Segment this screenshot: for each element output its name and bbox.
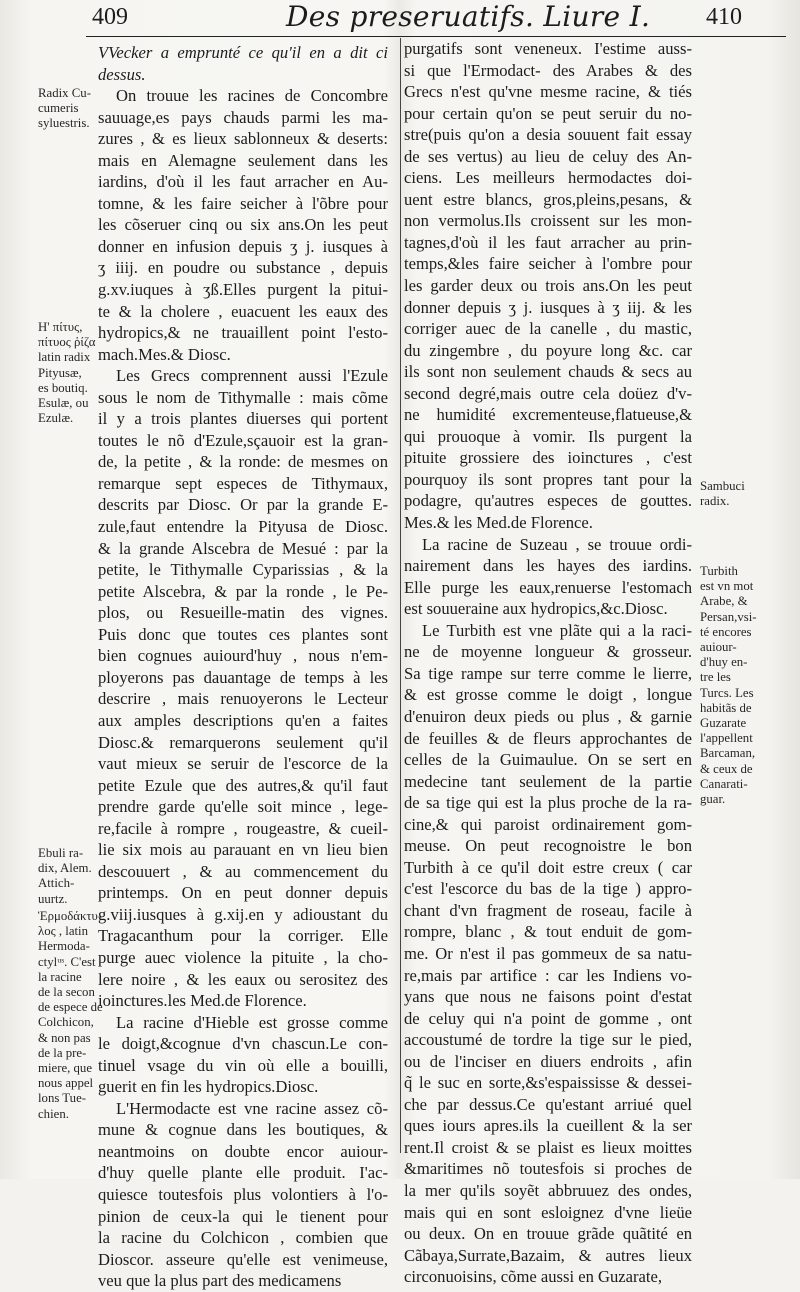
text-line: Dioscor. asseure qu'elle est venimeuse,: [98, 1249, 388, 1269]
paragraph: [404, 38, 692, 534]
text-line: tagnes,d'où il les faut arracher au prin-: [404, 232, 692, 252]
margin-note-line: té encores: [700, 624, 752, 639]
text-line: si que l'Ermodact- des Arabes & des: [404, 60, 692, 80]
text-line: de sa tige qui est la plus proche de la ra-: [404, 793, 692, 813]
text-line: che par dessus.Ce qu'estant arriué quel: [404, 1094, 692, 1114]
margin-note-line: uurtz.: [38, 891, 68, 906]
margin-note-ebuli: [38, 846, 98, 907]
paragraph: [404, 620, 692, 1288]
left-column: [98, 42, 388, 1292]
margin-note-line: Ebuli ra-: [38, 846, 84, 860]
text-line: temps,&les faire seicher à l'ombre pour: [404, 254, 692, 274]
margin-note-line: πίτυος ῥίζα: [38, 335, 96, 350]
text-line: lie six mois au parauant en vn lieu bien: [98, 840, 388, 860]
paragraph: [98, 85, 388, 365]
text-line: purgatifs sont veneneux. I'estime auss-: [404, 39, 692, 58]
margin-note-line: de la pre-: [38, 1045, 87, 1060]
text-line: uent estre blancs, gros,pleins,pesans, &: [404, 189, 692, 209]
text-line: La racine de Suzeau , se trouue ordi-: [422, 534, 692, 554]
text-line: Puis donc que toutes ces plantes sont: [98, 624, 388, 644]
paragraph: [98, 1098, 388, 1292]
text-line: ne de moyenne longueur & grosseur.: [404, 642, 692, 662]
margin-note-line: es boutiq.: [38, 380, 88, 395]
text-line: Diosc.& remarquerons seulement qu'il: [98, 732, 388, 752]
margin-note-line: λος , latin: [38, 924, 89, 939]
margin-note-line: tre les: [700, 670, 731, 685]
text-line: chant d'vn fragment de roseau, facile à: [404, 900, 692, 920]
margin-note-line: syluestris.: [38, 116, 90, 131]
text-line: zures , & es lieux sablonneux & deserts:: [98, 129, 388, 149]
text-line: lere noire , & les eaux ou serositez des: [98, 969, 388, 989]
text-line: te & la cholere , euacuent les eaux des: [98, 301, 388, 321]
paragraph: [98, 365, 388, 1011]
text-line: second degré,mais outre cela doüez d'v-: [404, 383, 692, 403]
text-line: les garder deux ou trois ans.On les peut: [404, 276, 692, 296]
text-line: il y a trois plantes diuerses qui portent: [98, 409, 388, 429]
text-line: re,facile à rompre , rougeastre, & cueil-: [98, 818, 388, 838]
text-line: ou deux. On en trouue grãde quãtité en: [404, 1224, 692, 1244]
text-line: rent.Il croist & se plaist es lieux moittes: [404, 1137, 692, 1157]
text-line: vaut mieux se seruir de l'escorce de la: [98, 754, 388, 774]
text-line: d'huy quelle plante elle produit. I'ac-: [98, 1163, 388, 1183]
text-line: podagre, qu'autres especes de gouttes.: [404, 491, 692, 511]
text-line: petite, le Tithymalle Cyparissias , & la: [98, 560, 388, 580]
margin-note-line: Esulæ, ou: [38, 396, 89, 411]
margin-note-line: Arabe, &: [700, 594, 748, 609]
text-line: petite Alscebra, & par la ronde , le Pe-: [98, 581, 388, 601]
margin-note-line: Barcaman,: [700, 746, 756, 761]
text-line: Sa tige rampe sur terre comme le lierre,: [404, 663, 692, 683]
text-line: de, la petite , & la ronde: de mesmes on: [98, 452, 388, 472]
text-line: mach.Mes.& Diosc.: [98, 344, 231, 364]
margin-note-line: Guzarate: [700, 716, 747, 731]
text-line: mais qui en sont esloignez d'vne lieüe: [404, 1202, 692, 1222]
text-line: prendre garde qu'elle soit mince , lege-: [98, 797, 388, 817]
text-line: descrits par Diosc. Or par la grande E-: [98, 495, 388, 515]
text-line: Cãbaya,Surrate,Bazaim, & autres lieux: [404, 1245, 692, 1265]
text-line: la mer qu'ils soyẽt abbruuez des ondes,: [404, 1180, 692, 1200]
text-line: toutes le nõ d'Ezule,sçauoir est la gran-: [98, 430, 388, 450]
text-line: g.xv.iuques à ʒß.Elles purgent la pitui-: [98, 280, 388, 300]
text-line: plos, ou Resueille-matin des vignes.: [98, 603, 388, 623]
margin-note-line: lons Tue-: [38, 1091, 87, 1106]
margin-note-line: auiour-: [700, 640, 737, 655]
text-line: tomne, & les faire seicher à l'õbre pour: [98, 193, 388, 213]
text-line: pituite grossiere des ioinctures , c'est: [404, 448, 692, 468]
margin-note-line: chien.: [38, 1106, 69, 1121]
text-line: pour certain qu'on se peut seruir du no-: [404, 103, 692, 123]
text-line: aux amples descriptions qu'en a faites: [98, 710, 388, 730]
text-line: celles de la Guimaulue. On se sert en: [404, 750, 692, 770]
margin-note-line: radix.: [700, 494, 730, 509]
margin-note-line: Turcs. Les: [700, 685, 754, 700]
text-line: pourquoy ils sont propres tant pour la: [404, 469, 692, 489]
text-line: ou de l'inciser en diuers endroits , afin: [404, 1051, 692, 1071]
page-number-left: 409: [92, 4, 128, 30]
text-line: L'Hermodacte est vne racine assez cõ-: [116, 1098, 388, 1118]
paragraph: [404, 534, 692, 620]
text-line: de celuy qui n'a point de gomme , ont: [404, 1008, 692, 1028]
margin-note-line: l'appellent: [700, 731, 753, 746]
text-line: g.viij.iusques à g.xij.en y adioustant du: [98, 904, 388, 924]
margin-note-line: & ceux de: [700, 761, 753, 776]
margin-note-line: Attich-: [38, 876, 75, 891]
right-column: [404, 38, 692, 1288]
margin-note-line: de espece de: [38, 1000, 103, 1015]
text-line: c'est l'escorce du bas de la tige ) appro-: [404, 879, 692, 899]
text-line: de ses vertus) au lieu de celuy des An-: [404, 146, 692, 166]
margin-note-line: la racine: [38, 969, 82, 984]
text-line: printemps. On en peut donner depuis: [98, 883, 388, 903]
margin-note-cucumeris: [38, 86, 98, 132]
margin-note-line: cumeris: [38, 101, 79, 116]
text-line: ciens. Les meilleurs hermodactes doi-: [404, 168, 692, 188]
text-line: neantmoins on doubte encor auiour-: [98, 1141, 388, 1161]
margin-note-line: Turbith: [700, 564, 738, 578]
text-line: remarque sept especes de Tithymaux,: [98, 473, 388, 493]
text-line: q̃ le suc en sorte,&s'espaississe & dessei-: [404, 1073, 692, 1093]
text-line: stre(puis qu'on a desia souuent fait essay: [404, 125, 692, 145]
text-line: yans que nous ne faisons point d'estat: [404, 987, 692, 1007]
text-line: veu que la plus part des medicamens: [98, 1271, 342, 1291]
margin-note-line: Sambuci: [700, 479, 745, 493]
text-line: purge auec violence la pituite , la cho-: [98, 947, 388, 967]
margin-note-sambuci: [700, 479, 796, 509]
margin-note-line: latin radix: [38, 350, 91, 365]
margin-note-line: Persan,vsi-: [700, 609, 757, 624]
text-line: ques iours apres.ils la cueillent & la ser: [404, 1116, 692, 1136]
margin-note-pityusa: [38, 320, 98, 426]
margin-note-line: Pityusæ,: [38, 365, 82, 380]
text-line: rompre, blanc , & tout enduit de gom-: [404, 922, 692, 942]
text-line: circonuoisins, cõme aussi en Guzarate,: [404, 1267, 663, 1287]
margin-note-line: Ezulæ.: [38, 411, 74, 426]
margin-note-line: est vn mot: [700, 579, 754, 594]
text-line: est souueraine aux hydropics,&c.Diosc.: [404, 599, 668, 619]
text-line: cine,& qui paroist ordinairement gom-: [404, 814, 692, 834]
text-line: ils sont non seulement chauds & secs au: [404, 362, 692, 382]
text-line: Elle purge les eaux,renuerse l'estomach: [404, 577, 692, 597]
margin-note-line: Hermoda-: [38, 939, 90, 954]
text-line: sous le nom de Tithymalle : mais cõme: [98, 387, 388, 407]
text-line: ployerons pas dauantage de temps à les: [98, 667, 388, 687]
text-line: & est grosse comme le doigt , longue: [404, 685, 692, 705]
text-line: nairement dans les hayes des iardins.: [404, 556, 692, 576]
text-line: & la grande Alscebra de Mesué : par la: [98, 538, 388, 558]
running-title: Des preseruatifs. Liure I.: [286, 0, 651, 33]
text-line: les cõseruer cinq ou six ans.On les peut: [98, 215, 388, 235]
text-line: On trouue les racines de Concombre: [116, 86, 388, 106]
margin-note-hermodactyl: [38, 909, 103, 1122]
margin-note-turbith: [700, 564, 796, 807]
text-line: guerit en fin les hydropics.Diosc.: [98, 1077, 319, 1097]
text-line: Tragacanthum pour la corriger. Elle: [98, 926, 388, 946]
text-line: non vermolus.Ils croissent sur les mon-: [404, 211, 692, 231]
text-line: &maritimes nõ toutesfois si proches de: [404, 1159, 692, 1179]
text-line: zule,faut entendre la Pityusa de Diosc.: [98, 517, 388, 537]
margin-note-line: nous appel: [38, 1076, 94, 1091]
margin-note-line: de la secon: [38, 985, 95, 1000]
paragraph: [98, 1012, 388, 1098]
margin-note-line: Ἑρμοδάκτυ-: [38, 909, 103, 923]
text-line: dessus.: [98, 64, 146, 84]
text-line: d'enuiron deux pieds ou plus , & garnie: [404, 706, 692, 726]
text-line: donner depuis ʒ j. iusques à ʒ iij. & les: [404, 297, 692, 317]
margin-note-line: Colchicon,: [38, 1015, 94, 1030]
text-line: Mes.& les Med.de Florence.: [404, 513, 593, 533]
margin-note-line: ctylᵘˢ. C'est: [38, 954, 96, 969]
paragraph: [98, 42, 388, 85]
margin-note-line: habitãs de: [700, 700, 752, 715]
text-line: VVecker a emprunté ce qu'il en a dit ci: [98, 43, 388, 62]
column-divider: [400, 38, 401, 1153]
text-line: Les Grecs comprennent aussi l'Ezule: [116, 366, 388, 386]
text-line: qui prouoque à vomir. Ils purgent la: [404, 426, 692, 446]
margin-note-line: dix, Alem.: [38, 861, 92, 876]
margin-note-line: guar.: [700, 792, 726, 807]
text-line: hydropics,& ne trauaillent point l'esto-: [98, 323, 388, 343]
text-line: du zingembre , du poyure long &c. car: [404, 340, 692, 360]
text-line: pinion de ceux-la qui le tienent pour: [98, 1206, 388, 1226]
text-line: descouuert , & au commencement du: [98, 861, 388, 881]
margin-note-line: & non pas: [38, 1030, 91, 1045]
header-rule: [86, 36, 786, 37]
text-line: mune & cognue dans les boutiques, &: [98, 1120, 388, 1140]
text-line: corriger auec de la canelle , du mastic,: [404, 319, 692, 339]
text-line: ne humidité excrementeuse,flatueuse,&: [404, 405, 692, 425]
text-line: descrire , mais renuoyerons le Lecteur: [98, 689, 388, 709]
text-line: quiesce toutesfois plus volontiers à l'o-: [98, 1184, 388, 1204]
text-line: la racine du Colchicon , combien que: [98, 1228, 388, 1248]
page-number-right: 410: [706, 4, 742, 30]
text-line: Le Turbith est vne plãte qui a la raci-: [422, 620, 692, 640]
text-line: iardins, d'où il les faut arracher en Au-: [98, 172, 388, 192]
text-line: re,mais par artifice : car les Indiens vo-: [404, 965, 692, 985]
text-line: medecine tant seulement de la partie: [404, 771, 692, 791]
text-line: ʒ iiij. en poudre ou substance , depuis: [98, 258, 388, 278]
text-line: tinuel vsage du vin où elle a bouilli,: [98, 1055, 388, 1075]
margin-note-line: H' πίτυς,: [38, 320, 83, 334]
text-line: Grecs n'est qu'vne mesme racine, & tiés: [404, 82, 692, 102]
margin-note-line: Radix Cu-: [38, 86, 91, 100]
text-line: bien cognues auiourd'huy , nous n'em-: [98, 646, 388, 666]
text-line: mais en Alemagne seulement dans les: [98, 150, 388, 170]
text-line: le doigt,&cognue d'vn chascun.Le con-: [98, 1034, 388, 1054]
text-line: La racine d'Hieble est grosse comme: [116, 1012, 388, 1032]
text-line: accoustumé de tordre la tige sur le pied,: [404, 1030, 692, 1050]
margin-note-line: miere, que: [38, 1061, 93, 1076]
text-line: de feuilles & de fleurs approchantes de: [404, 728, 692, 748]
text-line: petite Ezule que des autres,& qu'il faut: [98, 775, 388, 795]
text-line: sauuage,es pays chauds parmi les ma-: [98, 107, 388, 127]
text-line: meuse. On peut recognoistre le bon: [404, 836, 692, 856]
text-line: ioinctures.les Med.de Florence.: [98, 991, 307, 1011]
text-line: donner en infusion depuis ʒ j. iusques à: [98, 236, 388, 256]
text-line: Turbith à ce qu'il doit estre creux ( car: [404, 857, 692, 877]
text-line: me. Or n'est il pas gommeux de sa natu-: [404, 943, 692, 963]
margin-note-line: d'huy en-: [700, 655, 748, 670]
margin-note-line: Canarati-: [700, 776, 748, 791]
